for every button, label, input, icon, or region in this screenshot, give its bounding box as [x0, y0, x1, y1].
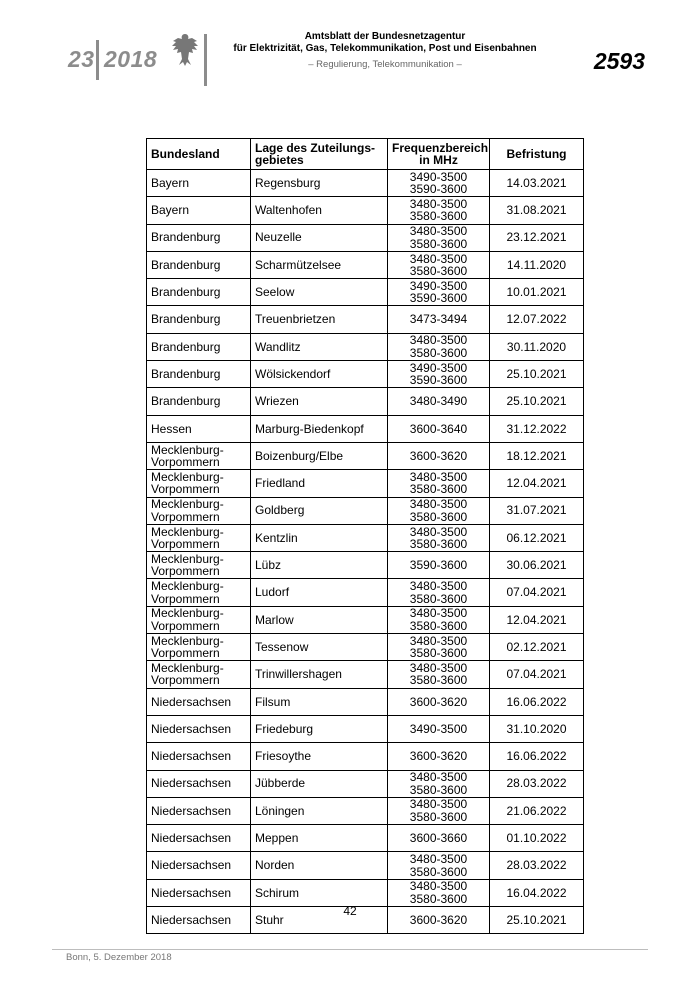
frequency-range: 3580-3600: [409, 509, 468, 524]
cell-bundesland: Brandenburg: [147, 251, 251, 278]
cell-bundesland: Bayern: [147, 170, 251, 197]
cell-bundesland: Mecklenburg-Vorpommern: [147, 661, 251, 688]
frequency-range: 3600-3660: [409, 831, 468, 846]
cell-bundesland: Mecklenburg-Vorpommern: [147, 606, 251, 633]
cell-bundesland: Niedersachsen: [147, 907, 251, 934]
frequency-range: 3590-3600: [409, 182, 468, 197]
cell-frequenz: [388, 524, 490, 551]
frequency-range: 3490-3500: [409, 278, 468, 293]
cell-lage: Friedeburg: [251, 715, 388, 742]
table-row: [147, 524, 584, 551]
cell-lage: Kentzlin: [251, 524, 388, 551]
table-row: [147, 442, 584, 469]
frequency-range: 3480-3500: [409, 497, 468, 512]
cell-frequenz: [388, 251, 490, 278]
frequency-range: 3600-3620: [409, 749, 468, 764]
cell-befristung: 16.04.2022: [490, 879, 584, 906]
cell-lage: Tessenow: [251, 634, 388, 661]
cell-frequenz: [388, 442, 490, 469]
page-number: 2593: [593, 48, 645, 74]
cell-lage: Friesoythe: [251, 743, 388, 770]
column-header-frequenz: Frequenzbereich in MHz: [388, 139, 490, 170]
frequency-range: 3480-3500: [409, 579, 468, 594]
cell-frequenz: [388, 770, 490, 797]
cell-lage: Seelow: [251, 279, 388, 306]
cell-bundesland: Mecklenburg-Vorpommern: [147, 442, 251, 469]
header-divider-logo: [204, 34, 207, 86]
table-row: [147, 879, 584, 906]
cell-lage: Meppen: [251, 825, 388, 852]
cell-lage: Treuenbrietzen: [251, 306, 388, 333]
cell-lage: Friedland: [251, 470, 388, 497]
cell-frequenz: [388, 306, 490, 333]
frequency-range: 3580-3600: [409, 264, 468, 279]
cell-bundesland: Niedersachsen: [147, 879, 251, 906]
cell-bundesland: Mecklenburg-Vorpommern: [147, 552, 251, 579]
cell-befristung: 25.10.2021: [490, 907, 584, 934]
cell-befristung: 25.10.2021: [490, 388, 584, 415]
cell-bundesland: Brandenburg: [147, 333, 251, 360]
cell-bundesland: Mecklenburg-Vorpommern: [147, 579, 251, 606]
cell-befristung: 21.06.2022: [490, 797, 584, 824]
cell-frequenz: [388, 333, 490, 360]
publisher-title: [210, 31, 560, 55]
frequency-range: 3480-3500: [409, 797, 468, 812]
cell-lage: Marburg-Biedenkopf: [251, 415, 388, 442]
cell-befristung: 07.04.2021: [490, 661, 584, 688]
frequency-range: 3490-3500: [409, 169, 468, 184]
cell-frequenz: [388, 552, 490, 579]
cell-befristung: 25.10.2021: [490, 361, 584, 388]
publisher-line-1: Amtsblatt der Bundesnetzagentur: [304, 31, 466, 42]
cell-lage: Löningen: [251, 797, 388, 824]
cell-bundesland: Brandenburg: [147, 306, 251, 333]
cell-frequenz: [388, 170, 490, 197]
table-row: [147, 688, 584, 715]
cell-frequenz: [388, 197, 490, 224]
cell-frequenz: [388, 661, 490, 688]
cell-befristung: 18.12.2021: [490, 442, 584, 469]
cell-frequenz: [388, 388, 490, 415]
cell-bundesland: Niedersachsen: [147, 688, 251, 715]
cell-lage: Jübberde: [251, 770, 388, 797]
table-row: [147, 251, 584, 278]
frequency-range: 3600-3620: [409, 912, 468, 927]
cell-frequenz: [388, 470, 490, 497]
cell-befristung: 16.06.2022: [490, 688, 584, 715]
cell-lage: Wölsickendorf: [251, 361, 388, 388]
frequency-range: 3480-3500: [409, 770, 468, 785]
frequency-range: 3590-3600: [409, 373, 468, 388]
table-row: [147, 661, 584, 688]
cell-bundesland: Mecklenburg-Vorpommern: [147, 497, 251, 524]
cell-bundesland: Niedersachsen: [147, 825, 251, 852]
frequency-range: 3480-3500: [409, 879, 468, 894]
table-row: [147, 279, 584, 306]
frequency-range: 3580-3600: [409, 209, 468, 224]
cell-befristung: 07.04.2021: [490, 579, 584, 606]
frequency-range: 3580-3600: [409, 236, 468, 251]
frequency-range: 3480-3490: [409, 394, 468, 409]
table-row: [147, 579, 584, 606]
cell-bundesland: Niedersachsen: [147, 743, 251, 770]
frequency-range: 3490-3500: [409, 360, 468, 375]
table-row: [147, 388, 584, 415]
cell-befristung: 01.10.2022: [490, 825, 584, 852]
table-row: [147, 497, 584, 524]
cell-befristung: 31.08.2021: [490, 197, 584, 224]
cell-frequenz: [388, 797, 490, 824]
frequency-range: 3580-3600: [409, 482, 468, 497]
table-row: [147, 715, 584, 742]
table-row: [147, 797, 584, 824]
cell-frequenz: [388, 634, 490, 661]
column-header-lage: Lage des Zuteilungs-gebietes: [251, 139, 388, 170]
table-row: [147, 170, 584, 197]
table-row: [147, 415, 584, 442]
cell-bundesland: Niedersachsen: [147, 770, 251, 797]
cell-befristung: 16.06.2022: [490, 743, 584, 770]
cell-befristung: 31.07.2021: [490, 497, 584, 524]
table-header-row: [147, 139, 584, 170]
frequency-range: 3580-3600: [409, 782, 468, 797]
frequency-range: 3480-3500: [409, 224, 468, 239]
column-header-befristung: Befristung: [490, 139, 584, 170]
cell-frequenz: [388, 279, 490, 306]
cell-lage: Ludorf: [251, 579, 388, 606]
table-row: [147, 470, 584, 497]
frequency-range: 3580-3600: [409, 591, 468, 606]
cell-bundesland: Mecklenburg-Vorpommern: [147, 634, 251, 661]
cell-lage: Wriezen: [251, 388, 388, 415]
cell-befristung: 31.12.2022: [490, 415, 584, 442]
cell-frequenz: [388, 688, 490, 715]
section-label: – Regulierung, Telekommunikation –: [308, 59, 462, 70]
cell-bundesland: Mecklenburg-Vorpommern: [147, 470, 251, 497]
table-row: [147, 743, 584, 770]
table-row: [147, 224, 584, 251]
cell-befristung: 12.04.2021: [490, 470, 584, 497]
cell-bundesland: Brandenburg: [147, 224, 251, 251]
cell-lage: Regensburg: [251, 170, 388, 197]
frequency-range: 3473-3494: [409, 312, 468, 327]
cell-lage: Lübz: [251, 552, 388, 579]
cell-frequenz: [388, 579, 490, 606]
cell-lage: Boizenburg/Elbe: [251, 442, 388, 469]
cell-frequenz: [388, 361, 490, 388]
cell-lage: Schirum: [251, 879, 388, 906]
frequency-range: 3580-3600: [409, 618, 468, 633]
cell-befristung: 14.03.2021: [490, 170, 584, 197]
column-header-bundesland: Bundesland: [147, 139, 251, 170]
issue-number: 23: [68, 46, 95, 72]
cell-frequenz: [388, 825, 490, 852]
frequency-range: 3600-3620: [409, 448, 468, 463]
cell-lage: Wandlitz: [251, 333, 388, 360]
cell-lage: Filsum: [251, 688, 388, 715]
cell-befristung: 23.12.2021: [490, 224, 584, 251]
cell-lage: Norden: [251, 852, 388, 879]
frequency-assignment-table: [146, 138, 584, 934]
frequency-range: 3480-3500: [409, 660, 468, 675]
table-row: [147, 306, 584, 333]
cell-bundesland: Brandenburg: [147, 388, 251, 415]
publisher-line-2: für Elektrizität, Gas, Telekommunikation, Post und Eisenbahnen: [233, 43, 537, 54]
table-row: [147, 333, 584, 360]
footer-divider: [52, 949, 648, 950]
cell-befristung: 12.07.2022: [490, 306, 584, 333]
cell-frequenz: [388, 415, 490, 442]
cell-bundesland: Niedersachsen: [147, 797, 251, 824]
cell-frequenz: [388, 743, 490, 770]
cell-frequenz: [388, 879, 490, 906]
cell-lage: Goldberg: [251, 497, 388, 524]
frequency-range: 3490-3500: [409, 721, 468, 736]
frequency-range: 3580-3600: [409, 646, 468, 661]
cell-bundesland: Mecklenburg-Vorpommern: [147, 524, 251, 551]
cell-bundesland: Brandenburg: [147, 361, 251, 388]
frequency-range: 3600-3640: [409, 421, 468, 436]
frequency-range: 3480-3500: [409, 852, 468, 867]
cell-frequenz: [388, 224, 490, 251]
frequency-range: 3580-3600: [409, 891, 468, 906]
cell-bundesland: Hessen: [147, 415, 251, 442]
cell-bundesland: Niedersachsen: [147, 852, 251, 879]
frequency-range: 3590-3600: [409, 558, 468, 573]
table-row: [147, 825, 584, 852]
table-row: [147, 552, 584, 579]
frequency-range: 3590-3600: [409, 291, 468, 306]
cell-lage: Stuhr: [251, 907, 388, 934]
frequency-range: 3580-3600: [409, 809, 468, 824]
cell-befristung: 06.12.2021: [490, 524, 584, 551]
frequency-range: 3480-3500: [409, 524, 468, 539]
cell-befristung: 12.04.2021: [490, 606, 584, 633]
cell-befristung: 30.11.2020: [490, 333, 584, 360]
cell-befristung: 28.03.2022: [490, 770, 584, 797]
cell-lage: Neuzelle: [251, 224, 388, 251]
cell-befristung: 10.01.2021: [490, 279, 584, 306]
table-row: [147, 852, 584, 879]
frequency-range: 3580-3600: [409, 864, 468, 879]
cell-lage: Waltenhofen: [251, 197, 388, 224]
table-row: [147, 197, 584, 224]
cell-frequenz: [388, 715, 490, 742]
cell-lage: Trinwillershagen: [251, 661, 388, 688]
frequency-range: 3600-3620: [409, 694, 468, 709]
page-footer-number: 42: [343, 904, 357, 918]
cell-befristung: 02.12.2021: [490, 634, 584, 661]
frequency-range: 3480-3500: [409, 196, 468, 211]
frequency-range: 3480-3500: [409, 469, 468, 484]
table-row: [147, 634, 584, 661]
cell-befristung: 14.11.2020: [490, 251, 584, 278]
cell-frequenz: [388, 852, 490, 879]
cell-befristung: 28.03.2022: [490, 852, 584, 879]
cell-lage: Scharmützelsee: [251, 251, 388, 278]
frequency-range: 3580-3600: [409, 673, 468, 688]
frequency-range: 3480-3500: [409, 606, 468, 621]
table-row: [147, 361, 584, 388]
federal-eagle-icon: [170, 32, 200, 68]
header-divider: [96, 40, 99, 80]
frequency-range: 3480-3500: [409, 251, 468, 266]
cell-bundesland: Brandenburg: [147, 279, 251, 306]
frequency-range: 3480-3500: [409, 633, 468, 648]
table-row: [147, 770, 584, 797]
footer-place-date: Bonn, 5. Dezember 2018: [66, 952, 172, 963]
cell-befristung: 31.10.2020: [490, 715, 584, 742]
cell-frequenz: [388, 606, 490, 633]
cell-frequenz: [388, 497, 490, 524]
table-row: [147, 606, 584, 633]
frequency-range: 3580-3600: [409, 537, 468, 551]
cell-befristung: 30.06.2021: [490, 552, 584, 579]
cell-bundesland: Bayern: [147, 197, 251, 224]
frequency-range: 3580-3600: [409, 345, 468, 360]
frequency-range: 3480-3500: [409, 333, 468, 348]
issue-year: 2018: [104, 46, 158, 72]
cell-lage: Marlow: [251, 606, 388, 633]
cell-bundesland: Niedersachsen: [147, 715, 251, 742]
